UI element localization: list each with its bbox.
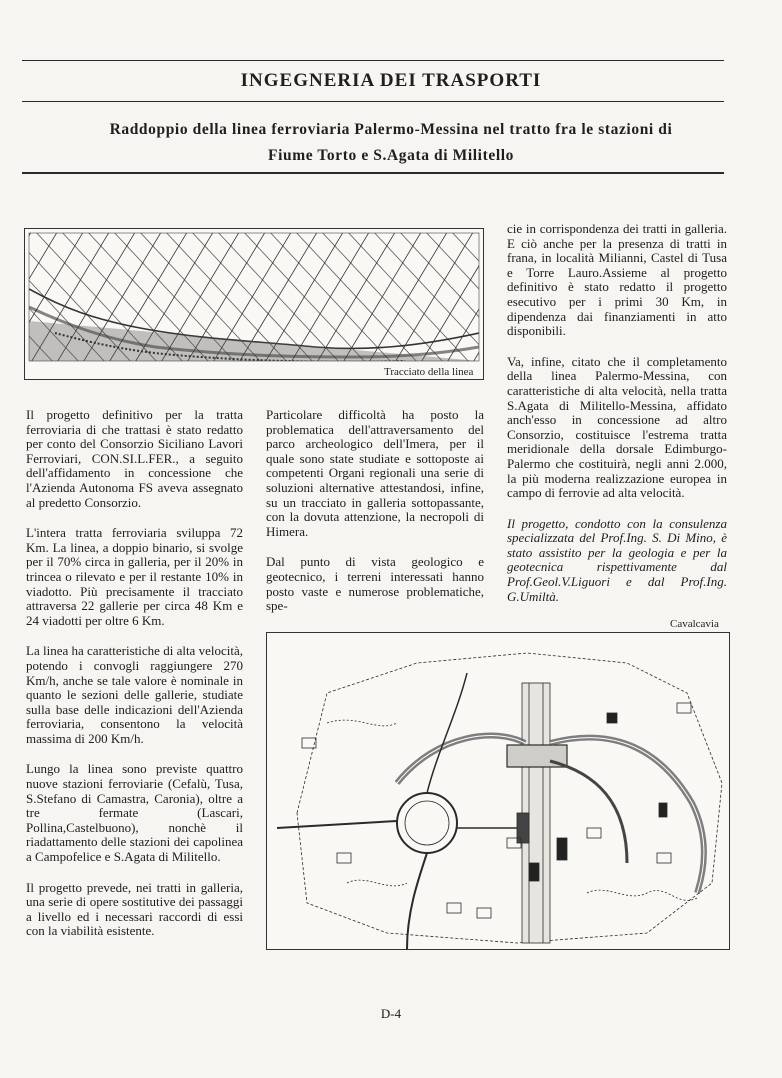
route-map-figure	[24, 228, 484, 380]
document-title-line2: Fiume Torto e S.Agata di Militello	[268, 147, 514, 164]
text-column-1	[26, 408, 243, 955]
paragraph: Il progetto definitivo per la tratta ferroviaria di che trattasi è stato redatto per conto del Consorzio Siciliano Lavori Ferroviari, CON.SI.L.FER., a seguito dell'affidamento in concessione che l'Azienda Autonoma FS aveva assegnato al predetto Consorzio.	[26, 407, 243, 510]
paragraph: Dal punto di vista geologico e geotecnico, i terreni interessati hanno posto vaste e numerose problematiche, spe-	[266, 554, 484, 614]
text-column-3	[507, 222, 727, 620]
overpass-plan-figure	[266, 632, 730, 950]
credits-paragraph: Il progetto, condotto con la consulenza specializzata del Prof.Ing. S. Di Mino, è stato assistito per la geologia e per la geotecnica rispettivamente dal Prof.Geol.V.Liguori e dal Prof.Ing. G.Umiltà.	[507, 515, 727, 604]
paragraph: Va, infine, citato che il completamento della linea Palermo-Messina, con caratteristiche di alta velocità, nella tratta S.Agata di Militello-Messina, affidato anch'esso in concessione ad altro Consorzio, costituisce l'estrema tratta meridionale della dorsale Edimburgo-Palermo che costituirà, negli anni 2.000, la più moderna realizzazione europea in campo di ferrovie ad alta velocità.	[507, 353, 727, 501]
top-rule	[22, 60, 724, 61]
text-column-2	[266, 408, 484, 630]
route-map-caption: Tracciato della linea	[384, 366, 474, 378]
overpass-plan-drawing	[267, 633, 729, 949]
paragraph: Lungo la linea sono previste quattro nuove stazioni ferroviarie (Cefalù, Tusa, S.Stefano di Camastra, Caronia), oltre a tre fermate (Lascari, Pollina,Castelbuono), nonchè il riadattamento delle stazioni dei capolinea a Campofelice e S.Agata di Militello.	[26, 761, 243, 865]
overpass-caption: Cavalcavia	[670, 618, 719, 630]
route-map-drawing	[25, 229, 483, 379]
paragraph: Particolare difficoltà ha posto la problematica dell'attraversamento del parco archeologico dell'Imera, per il quale sono state studiate e sottoposte ai competenti Organi regionali una serie di soluzioni alternative attestandosi, infine, su un tracciato in galleria sottopassante, con la dovuta attenzione, la necropoli di Himera.	[266, 407, 484, 539]
paragraph: L'intera tratta ferroviaria sviluppa 72 Km. La linea, a doppio binario, si svolge per il 70% circa in galleria, per il 20% in trincea o rilevato e per il restante 10% in viadotto. Più precisamente il tracciato attraversa 22 gallerie per circa 48 Km e 24 viadotti per oltre 6 Km.	[26, 525, 243, 628]
paragraph: cie in corrispondenza dei tratti in galleria. E ciò anche per la presenza di tratti in frana, in località Milianni, Castel di Tusa e Torre Lauro.Assieme al progetto definitivo è stato redatto il progetto esecutivo per i primi 30 Km, in dipendenza dai finanziamenti in atto disponibili.	[507, 221, 727, 339]
document-title	[0, 117, 782, 169]
paragraph: Il progetto prevede, nei tratti in galleria, una serie di opere sostitutive dei passaggi a livello ed i necessari raccordi di essi con la viabilità esistente.	[26, 879, 243, 939]
section-rule	[22, 101, 724, 102]
page-number: D-4	[380, 1006, 402, 1021]
section-title: INGEGNERIA DEI TRASPORTI	[240, 70, 542, 91]
paragraph: La linea ha caratteristiche di alta velocità, potendo i convogli raggiungere 270 Km/h, anche se tale valore è nominale in quanto le sezioni delle gallerie, studiate sulla base delle indicazioni dell'Azienda ferroviaria, consentono la velocità massima di 200 Km/h.	[26, 643, 243, 746]
title-rule	[22, 172, 724, 174]
document-title-line1: Raddoppio della linea ferroviaria Palermo-Messina nel tratto fra le stazioni di	[109, 121, 673, 138]
